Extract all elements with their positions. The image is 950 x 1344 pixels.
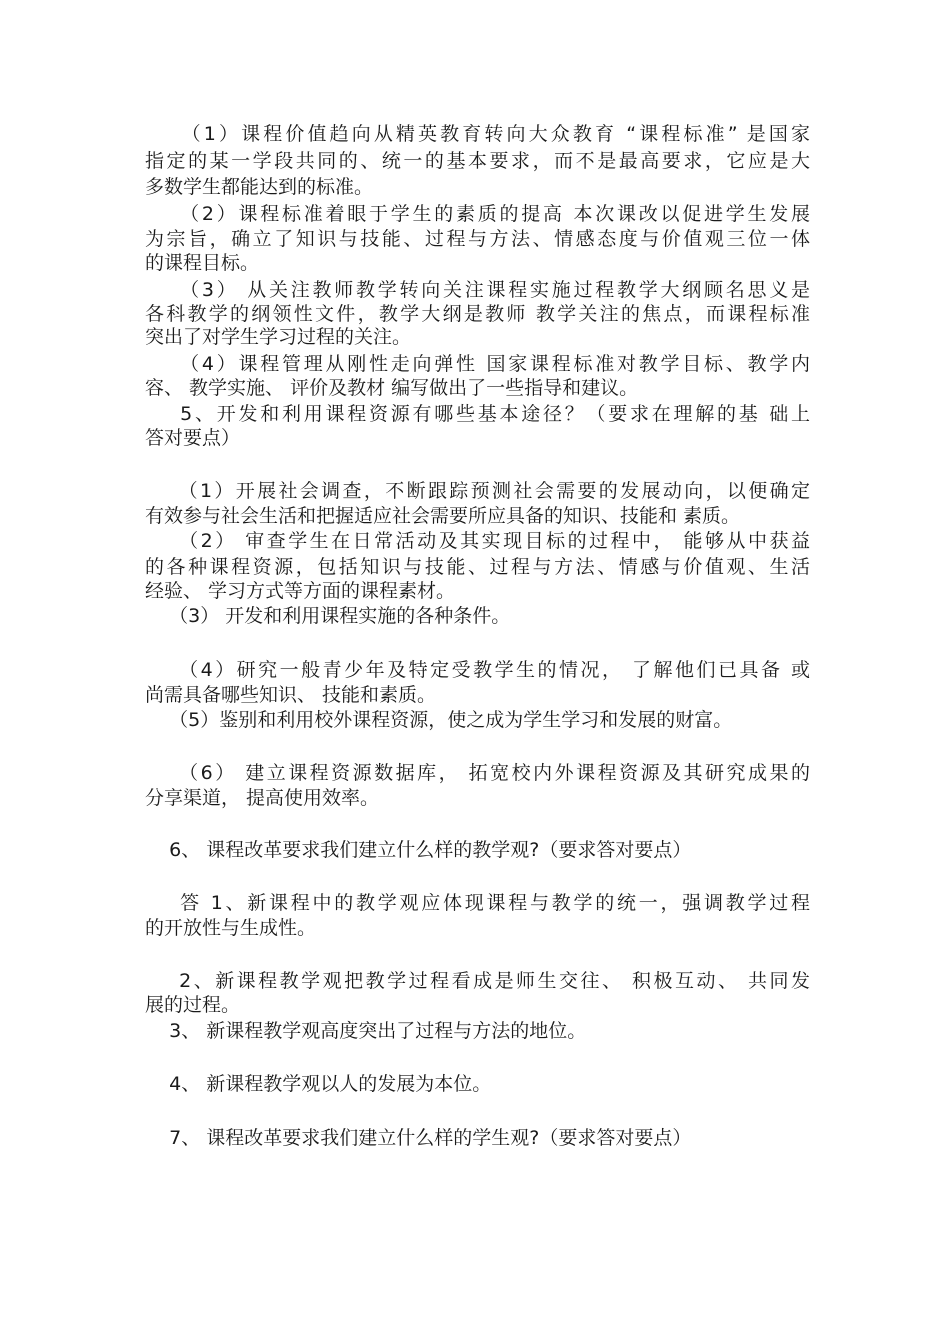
text-line: 分享渠道， 提高使用效率。: [145, 787, 380, 809]
text-line: 经验、 学习方式等方面的课程素材。: [145, 580, 456, 602]
text-line: 尚需具备哪些知识、 技能和素质。: [145, 684, 437, 706]
text-line: （1）开展社会调查，不断跟踪预测社会需要的发展动向，以便确定: [145, 480, 810, 502]
text-line: 突出了对学生学习过程的关注。: [145, 326, 412, 348]
question-heading: 7、 课程改革要求我们建立什么样的学生观?（要求答对要点）: [145, 1127, 692, 1149]
text-line: （3） 开发和利用课程实施的各种条件。: [145, 605, 511, 627]
text-line: （3） 从关注教师教学转向关注课程实施过程教学大纲顾名思义是: [145, 279, 810, 301]
text-line: 4、 新课程教学观以人的发展为本位。: [145, 1073, 492, 1095]
question-heading: 5、开发和利用课程资源有哪些基本途径？（要求在理解的基 础上: [145, 403, 810, 425]
text-line: 多数学生都能达到的标准。: [145, 176, 374, 198]
text-line: （5）鉴别和利用校外课程资源，使之成为学生学习和发展的财富。: [145, 709, 733, 731]
text-line: （4）课程管理从刚性走向弹性 国家课程标准对教学目标、教学内: [145, 353, 810, 375]
text-line: 的各种课程资源，包括知识与技能、过程与方法、情感与价值观、生活: [145, 556, 810, 578]
question-heading: 6、 课程改革要求我们建立什么样的教学观?（要求答对要点）: [145, 839, 692, 861]
text-line: 3、 新课程教学观高度突出了过程与方法的地位。: [145, 1020, 587, 1042]
text-line: 答 1、新课程中的教学观应体现课程与教学的统一，强调教学过程: [145, 892, 810, 914]
text-line: 有效参与社会生活和把握适应社会需要所应具备的知识、技能和 素质。: [145, 505, 741, 527]
text-line: （2）课程标准着眼于学生的素质的提高 本次课改以促进学生发展: [145, 203, 810, 225]
text-line: 指定的某一学段共同的、统一的基本要求，而不是最高要求，它应是大: [145, 150, 810, 172]
text-line: 展的过程。: [145, 994, 241, 1016]
text-line: 2、新课程教学观把教学过程看成是师生交往、 积极互动、 共同发: [145, 970, 810, 992]
text-line: 各科教学的纲领性文件，教学大纲是教师 教学关注的焦点，而课程标准: [145, 303, 810, 325]
text-line: （6） 建立课程资源数据库， 拓宽校内外课程资源及其研究成果的: [145, 762, 810, 784]
text-line: 容、 教学实施、 评价及教材 编写做出了一些指导和建议。: [145, 377, 639, 399]
text-line: 的开放性与生成性。: [145, 917, 317, 939]
text-line: （4）研究一般青少年及特定受教学生的情况， 了解他们已具备 或: [145, 659, 810, 681]
text-line: 的课程目标。: [145, 252, 260, 274]
text-line: 答对要点）: [145, 427, 241, 449]
text-line: （2） 审查学生在日常活动及其实现目标的过程中， 能够从中获益: [145, 530, 810, 552]
text-line: （1）课程价值趋向从精英教育转向大众教育 “课程标准” 是国家: [145, 123, 810, 145]
text-line: 为宗旨，确立了知识与技能、过程与方法、情感态度与价值观三位一体: [145, 228, 810, 250]
